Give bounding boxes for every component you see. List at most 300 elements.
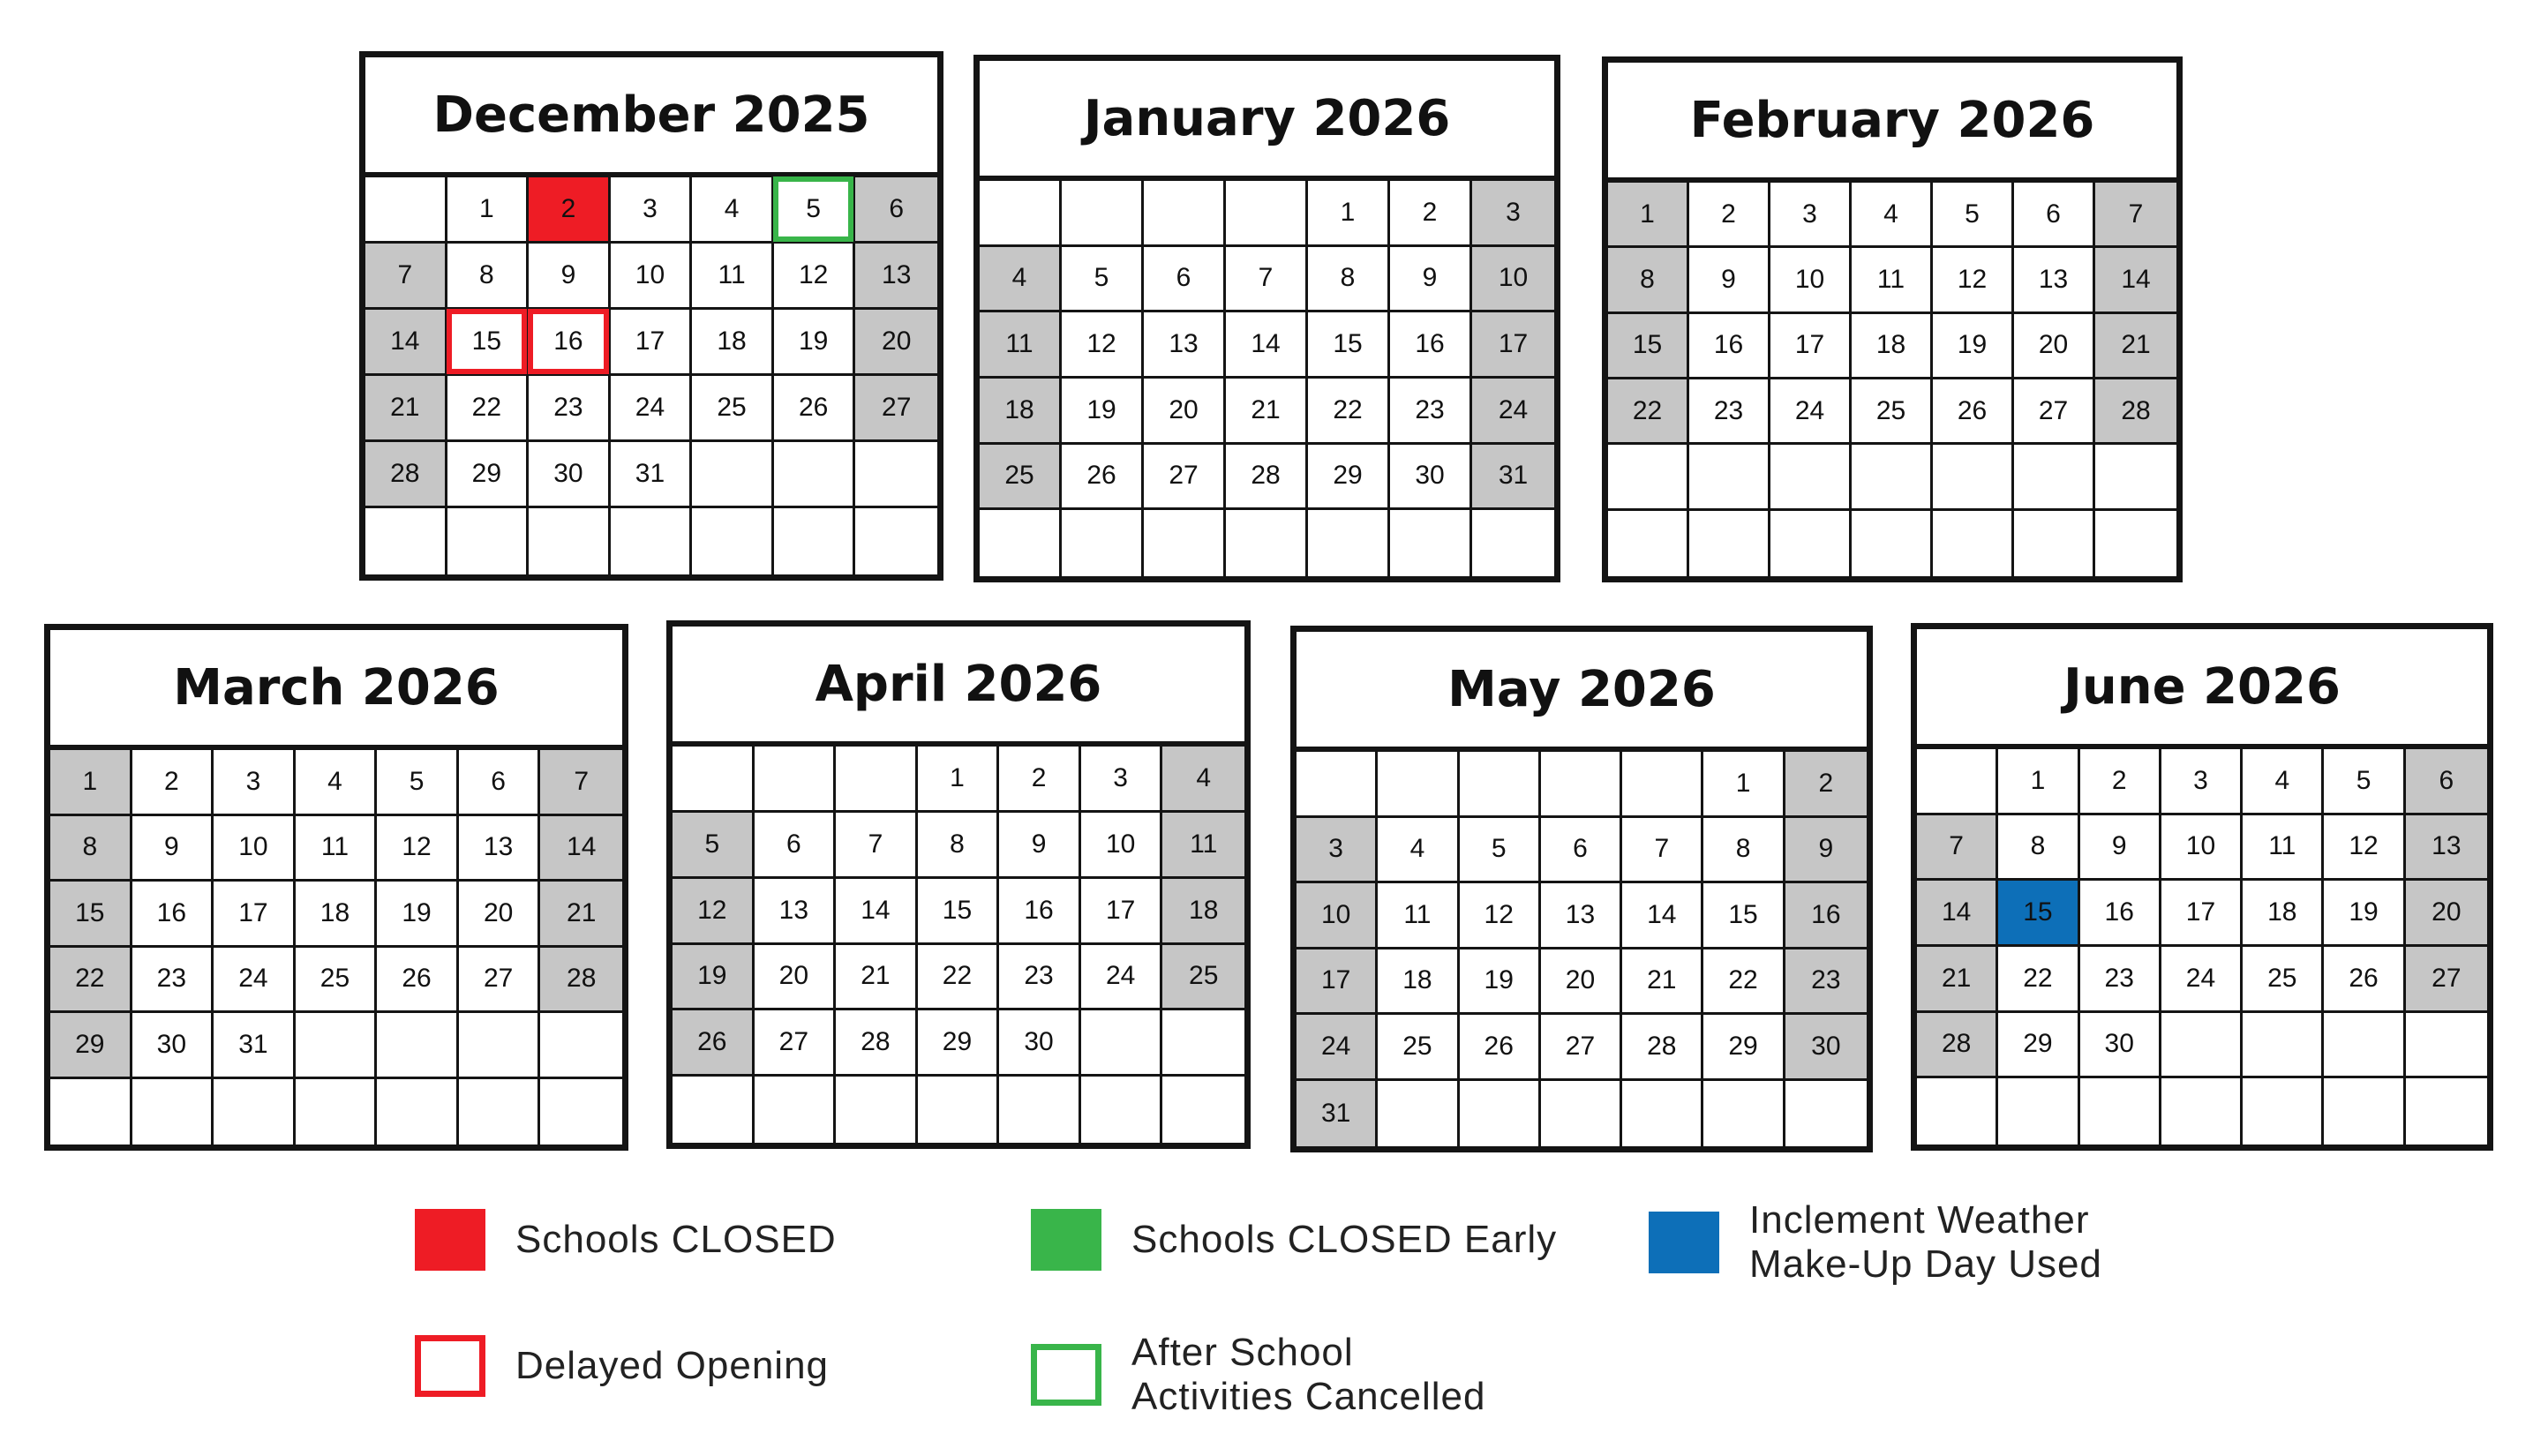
- day-cell: 28: [2095, 379, 2176, 445]
- day-cell: 12: [1933, 248, 2014, 313]
- day-cell: 12: [1460, 883, 1541, 949]
- day-cell: 13: [1144, 312, 1226, 379]
- day-grid: [1917, 749, 2487, 1145]
- legend-cancelled: [1031, 1331, 1486, 1419]
- day-cell: 25: [692, 376, 774, 442]
- empty-cell: [1998, 1078, 2079, 1145]
- empty-cell: [529, 508, 611, 574]
- day-cell: 25: [1852, 379, 1933, 445]
- day-cell: 11: [692, 244, 774, 310]
- day-cell: 17: [2161, 881, 2243, 947]
- empty-cell: [459, 1079, 541, 1145]
- day-cell: 14: [1622, 883, 1703, 949]
- day-cell: 25: [1162, 945, 1244, 1011]
- day-cell: 26: [2324, 947, 2405, 1013]
- day-cell: 22: [1998, 947, 2079, 1013]
- empty-cell: [2014, 511, 2095, 576]
- month-calendar: [666, 620, 1251, 1149]
- day-grid: [1297, 752, 1867, 1146]
- empty-cell: [447, 508, 530, 574]
- day-cell: 20: [2014, 314, 2095, 379]
- empty-cell: [2324, 1078, 2405, 1145]
- empty-cell: [2406, 1013, 2487, 1079]
- empty-cell: [1062, 510, 1144, 576]
- empty-cell: [1622, 752, 1703, 818]
- day-cell: 20: [755, 945, 837, 1011]
- day-cell: 2: [1689, 183, 1770, 248]
- empty-cell: [1703, 1081, 1785, 1147]
- day-cell: 5: [774, 177, 856, 244]
- day-cell: 19: [774, 310, 856, 376]
- day-cell: 26: [1460, 1015, 1541, 1081]
- day-cell: 27: [1144, 445, 1226, 511]
- empty-cell: [1308, 510, 1390, 576]
- day-cell: 7: [540, 750, 622, 816]
- day-cell: 2: [1390, 181, 1472, 247]
- day-cell: 3: [1770, 183, 1852, 248]
- day-cell: 2: [999, 747, 1081, 813]
- empty-cell: [377, 1013, 459, 1079]
- day-cell: 27: [459, 948, 541, 1014]
- day-cell: 19: [1062, 379, 1144, 445]
- day-cell: 29: [1308, 445, 1390, 511]
- month-title: April 2026: [673, 627, 1244, 747]
- empty-cell: [540, 1013, 622, 1079]
- empty-cell: [365, 508, 447, 574]
- day-cell: 17: [1081, 879, 1163, 945]
- day-cell: 3: [1297, 818, 1378, 884]
- day-grid: [1608, 183, 2176, 576]
- day-cell: 11: [2243, 815, 2324, 882]
- day-cell: 7: [1917, 815, 1998, 882]
- day-cell: 4: [1162, 747, 1244, 813]
- day-cell: 12: [2324, 815, 2405, 882]
- empty-cell: [1162, 1010, 1244, 1077]
- day-cell: 10: [1770, 248, 1852, 313]
- day-cell: 6: [1144, 247, 1226, 313]
- day-cell: 4: [2243, 749, 2324, 815]
- legend-closed-early-label: Schools CLOSED Early: [1131, 1218, 1558, 1261]
- empty-cell: [1378, 752, 1459, 818]
- day-cell: 22: [447, 376, 530, 442]
- day-cell: 14: [1917, 881, 1998, 947]
- empty-cell: [1541, 752, 1622, 818]
- day-cell: 5: [1062, 247, 1144, 313]
- day-cell: 13: [2406, 815, 2487, 882]
- day-cell: 9: [999, 813, 1081, 879]
- empty-cell: [918, 1077, 1000, 1143]
- day-cell: 31: [1472, 445, 1554, 511]
- empty-cell: [755, 747, 837, 813]
- day-cell: 5: [1460, 818, 1541, 884]
- day-cell: 11: [1852, 248, 1933, 313]
- day-cell: 26: [1062, 445, 1144, 511]
- day-cell: 21: [1917, 947, 1998, 1013]
- day-cell: 1: [447, 177, 530, 244]
- day-cell: 24: [1472, 379, 1554, 445]
- day-cell: 3: [611, 177, 693, 244]
- empty-cell: [2243, 1013, 2324, 1079]
- day-cell: 19: [377, 882, 459, 948]
- day-cell: 14: [1226, 312, 1308, 379]
- empty-cell: [2095, 511, 2176, 576]
- day-cell: 20: [1144, 379, 1226, 445]
- empty-cell: [1608, 445, 1689, 510]
- day-cell: 28: [1917, 1013, 1998, 1079]
- empty-cell: [980, 181, 1062, 247]
- day-cell: 13: [855, 244, 937, 310]
- empty-cell: [1144, 181, 1226, 247]
- empty-cell: [1081, 1077, 1163, 1143]
- day-cell: 27: [1541, 1015, 1622, 1081]
- day-cell: 16: [1390, 312, 1472, 379]
- month-calendar: [359, 51, 943, 581]
- day-cell: 16: [999, 879, 1081, 945]
- empty-cell: [1852, 445, 1933, 510]
- day-cell: 18: [1852, 314, 1933, 379]
- day-cell: 11: [980, 312, 1062, 379]
- day-cell: 14: [2095, 248, 2176, 313]
- day-cell: 2: [132, 750, 214, 816]
- day-cell: 8: [1608, 248, 1689, 313]
- day-cell: 19: [673, 945, 755, 1011]
- day-cell: 21: [836, 945, 918, 1011]
- month-calendar: [1602, 56, 2183, 582]
- cancelled-swatch: [1031, 1344, 1101, 1406]
- empty-cell: [377, 1079, 459, 1145]
- day-cell: 18: [1162, 879, 1244, 945]
- empty-cell: [673, 1077, 755, 1143]
- day-cell: 13: [2014, 248, 2095, 313]
- day-cell: 6: [755, 813, 837, 879]
- empty-cell: [2095, 445, 2176, 510]
- day-cell: 3: [1472, 181, 1554, 247]
- day-cell: 12: [774, 244, 856, 310]
- day-cell: 3: [1081, 747, 1163, 813]
- empty-cell: [692, 442, 774, 508]
- empty-cell: [540, 1079, 622, 1145]
- empty-cell: [1933, 445, 2014, 510]
- day-cell: 10: [611, 244, 693, 310]
- day-cell: 24: [214, 948, 296, 1014]
- day-cell: 12: [1062, 312, 1144, 379]
- month-calendar: [1911, 623, 2493, 1151]
- day-cell: 15: [1308, 312, 1390, 379]
- day-cell: 10: [2161, 815, 2243, 882]
- empty-cell: [1770, 511, 1852, 576]
- day-cell: 6: [2014, 183, 2095, 248]
- day-cell: 26: [1933, 379, 2014, 445]
- day-cell: 24: [1770, 379, 1852, 445]
- day-cell: 27: [755, 1010, 837, 1077]
- day-cell: 10: [1081, 813, 1163, 879]
- day-cell: 13: [459, 816, 541, 882]
- day-cell: 27: [2406, 947, 2487, 1013]
- day-cell: 11: [296, 816, 378, 882]
- empty-cell: [1062, 181, 1144, 247]
- day-cell: 20: [459, 882, 541, 948]
- day-cell: 31: [611, 442, 693, 508]
- day-cell: 22: [1308, 379, 1390, 445]
- day-cell: 13: [1541, 883, 1622, 949]
- empty-cell: [836, 747, 918, 813]
- month-calendar: [973, 55, 1560, 582]
- day-cell: 30: [132, 1013, 214, 1079]
- empty-cell: [1297, 752, 1378, 818]
- day-cell: 9: [132, 816, 214, 882]
- day-grid: [673, 747, 1244, 1143]
- day-cell: 8: [918, 813, 1000, 879]
- day-cell: 23: [132, 948, 214, 1014]
- day-cell: 7: [2095, 183, 2176, 248]
- empty-cell: [1917, 749, 1998, 815]
- day-cell: 6: [855, 177, 937, 244]
- month-calendar: [1290, 626, 1873, 1152]
- month-title: March 2026: [50, 630, 622, 750]
- day-cell: 14: [365, 310, 447, 376]
- day-cell: 11: [1378, 883, 1459, 949]
- month-title: December 2025: [365, 57, 937, 177]
- day-cell: 31: [214, 1013, 296, 1079]
- day-cell: 3: [214, 750, 296, 816]
- empty-cell: [1917, 1078, 1998, 1145]
- day-cell: 28: [1622, 1015, 1703, 1081]
- day-cell: 4: [1378, 818, 1459, 884]
- day-cell: 20: [1541, 949, 1622, 1016]
- day-cell: 26: [774, 376, 856, 442]
- day-cell: 6: [2406, 749, 2487, 815]
- day-cell: 4: [692, 177, 774, 244]
- day-cell: 1: [1998, 749, 2079, 815]
- day-cell: 25: [1378, 1015, 1459, 1081]
- day-cell: 26: [673, 1010, 755, 1077]
- empty-cell: [2161, 1013, 2243, 1079]
- empty-cell: [980, 510, 1062, 576]
- day-cell: 2: [1785, 752, 1867, 818]
- day-cell: 8: [447, 244, 530, 310]
- day-cell: 8: [50, 816, 132, 882]
- day-cell: 17: [611, 310, 693, 376]
- day-grid: [980, 181, 1554, 576]
- day-cell: 21: [2095, 314, 2176, 379]
- month-title: May 2026: [1297, 632, 1867, 752]
- day-cell: 24: [2161, 947, 2243, 1013]
- day-cell: 10: [1297, 883, 1378, 949]
- empty-cell: [1852, 511, 1933, 576]
- day-cell: 23: [1390, 379, 1472, 445]
- empty-cell: [855, 442, 937, 508]
- day-cell: 23: [999, 945, 1081, 1011]
- day-cell: 30: [1390, 445, 1472, 511]
- empty-cell: [296, 1013, 378, 1079]
- day-cell: 30: [2080, 1013, 2161, 1079]
- empty-cell: [1689, 445, 1770, 510]
- day-cell: 5: [2324, 749, 2405, 815]
- day-cell: 29: [447, 442, 530, 508]
- day-cell: 28: [365, 442, 447, 508]
- day-cell: 18: [980, 379, 1062, 445]
- legend-makeup-label: Inclement Weather Make-Up Day Used: [1749, 1198, 2102, 1286]
- day-cell: 16: [1689, 314, 1770, 379]
- day-cell: 27: [2014, 379, 2095, 445]
- day-cell: 18: [1378, 949, 1459, 1016]
- empty-cell: [774, 442, 856, 508]
- day-cell: 7: [1622, 818, 1703, 884]
- day-cell: 11: [1162, 813, 1244, 879]
- day-cell: 16: [1785, 883, 1867, 949]
- month-title: January 2026: [980, 61, 1554, 181]
- day-cell: 21: [540, 882, 622, 948]
- day-cell: 9: [1785, 818, 1867, 884]
- closed-swatch: [415, 1209, 485, 1271]
- day-cell: 22: [918, 945, 1000, 1011]
- empty-cell: [1608, 511, 1689, 576]
- legend-cancelled-label: After School Activities Cancelled: [1131, 1331, 1486, 1418]
- day-cell: 31: [1297, 1081, 1378, 1147]
- day-cell: 20: [855, 310, 937, 376]
- empty-cell: [836, 1077, 918, 1143]
- day-cell: 25: [980, 445, 1062, 511]
- empty-cell: [2080, 1078, 2161, 1145]
- day-cell: 26: [377, 948, 459, 1014]
- day-cell: 19: [1933, 314, 2014, 379]
- day-cell: 8: [1998, 815, 2079, 882]
- month-title: February 2026: [1608, 63, 2176, 183]
- day-cell: 8: [1308, 247, 1390, 313]
- legend-closed-label: Schools CLOSED: [515, 1218, 837, 1261]
- empty-cell: [214, 1079, 296, 1145]
- day-grid: [50, 750, 622, 1145]
- empty-cell: [999, 1077, 1081, 1143]
- day-cell: 1: [50, 750, 132, 816]
- day-cell: 9: [2080, 815, 2161, 882]
- day-cell: 4: [296, 750, 378, 816]
- empty-cell: [2243, 1078, 2324, 1145]
- empty-cell: [365, 177, 447, 244]
- day-cell: 17: [1297, 949, 1378, 1016]
- day-cell: 8: [1703, 818, 1785, 884]
- empty-cell: [755, 1077, 837, 1143]
- makeup-swatch: [1649, 1212, 1719, 1273]
- day-cell: 5: [1933, 183, 2014, 248]
- day-cell: 17: [214, 882, 296, 948]
- empty-cell: [296, 1079, 378, 1145]
- day-cell: 10: [214, 816, 296, 882]
- legend-closed: [415, 1209, 837, 1271]
- empty-cell: [2014, 445, 2095, 510]
- day-cell: 23: [529, 376, 611, 442]
- day-cell: 16: [132, 882, 214, 948]
- empty-cell: [692, 508, 774, 574]
- day-cell: 18: [2243, 881, 2324, 947]
- day-cell: 22: [1608, 379, 1689, 445]
- day-cell: 6: [1541, 818, 1622, 884]
- day-cell: 15: [1608, 314, 1689, 379]
- day-cell: 23: [1785, 949, 1867, 1016]
- day-cell: 18: [692, 310, 774, 376]
- day-cell: 21: [1226, 379, 1308, 445]
- empty-cell: [1933, 511, 2014, 576]
- day-cell: 29: [1703, 1015, 1785, 1081]
- day-cell: 9: [529, 244, 611, 310]
- day-cell: 15: [1703, 883, 1785, 949]
- day-cell: 1: [1308, 181, 1390, 247]
- empty-cell: [673, 747, 755, 813]
- empty-cell: [2161, 1078, 2243, 1145]
- delayed-swatch: [415, 1335, 485, 1397]
- empty-cell: [1162, 1077, 1244, 1143]
- day-cell: 7: [365, 244, 447, 310]
- day-cell: 1: [918, 747, 1000, 813]
- empty-cell: [1226, 510, 1308, 576]
- day-cell: 19: [2324, 881, 2405, 947]
- day-cell: 15: [447, 310, 530, 376]
- day-cell: 25: [296, 948, 378, 1014]
- day-cell: 5: [377, 750, 459, 816]
- empty-cell: [132, 1079, 214, 1145]
- empty-cell: [1770, 445, 1852, 510]
- empty-cell: [1622, 1081, 1703, 1147]
- day-cell: 23: [1689, 379, 1770, 445]
- day-cell: 1: [1703, 752, 1785, 818]
- day-cell: 21: [1622, 949, 1703, 1016]
- day-cell: 29: [918, 1010, 1000, 1077]
- day-cell: 9: [1390, 247, 1472, 313]
- empty-cell: [611, 508, 693, 574]
- day-cell: 20: [2406, 881, 2487, 947]
- day-cell: 12: [673, 879, 755, 945]
- day-cell: 15: [1998, 881, 2079, 947]
- empty-cell: [2406, 1078, 2487, 1145]
- day-cell: 16: [529, 310, 611, 376]
- empty-cell: [1378, 1081, 1459, 1147]
- day-cell: 21: [365, 376, 447, 442]
- empty-cell: [1472, 510, 1554, 576]
- day-cell: 19: [1460, 949, 1541, 1016]
- closed-early-swatch: [1031, 1209, 1101, 1271]
- empty-cell: [1081, 1010, 1163, 1077]
- legend-delayed-label: Delayed Opening: [515, 1344, 830, 1387]
- empty-cell: [1226, 181, 1308, 247]
- day-cell: 27: [855, 376, 937, 442]
- day-cell: 7: [836, 813, 918, 879]
- day-cell: 25: [2243, 947, 2324, 1013]
- day-cell: 28: [540, 948, 622, 1014]
- day-cell: 9: [1689, 248, 1770, 313]
- empty-cell: [774, 508, 856, 574]
- day-cell: 24: [1297, 1015, 1378, 1081]
- empty-cell: [855, 508, 937, 574]
- day-cell: 3: [2161, 749, 2243, 815]
- day-cell: 17: [1770, 314, 1852, 379]
- day-cell: 2: [2080, 749, 2161, 815]
- day-cell: 4: [980, 247, 1062, 313]
- day-cell: 4: [1852, 183, 1933, 248]
- day-cell: 2: [529, 177, 611, 244]
- day-cell: 6: [459, 750, 541, 816]
- day-cell: 18: [296, 882, 378, 948]
- legend-makeup: [1649, 1198, 2102, 1287]
- empty-cell: [50, 1079, 132, 1145]
- legend-delayed: [415, 1335, 829, 1397]
- day-cell: 30: [529, 442, 611, 508]
- empty-cell: [1785, 1081, 1867, 1147]
- day-cell: 30: [1785, 1015, 1867, 1081]
- day-cell: 24: [1081, 945, 1163, 1011]
- month-calendar: [44, 624, 628, 1151]
- day-cell: 14: [836, 879, 918, 945]
- empty-cell: [1390, 510, 1472, 576]
